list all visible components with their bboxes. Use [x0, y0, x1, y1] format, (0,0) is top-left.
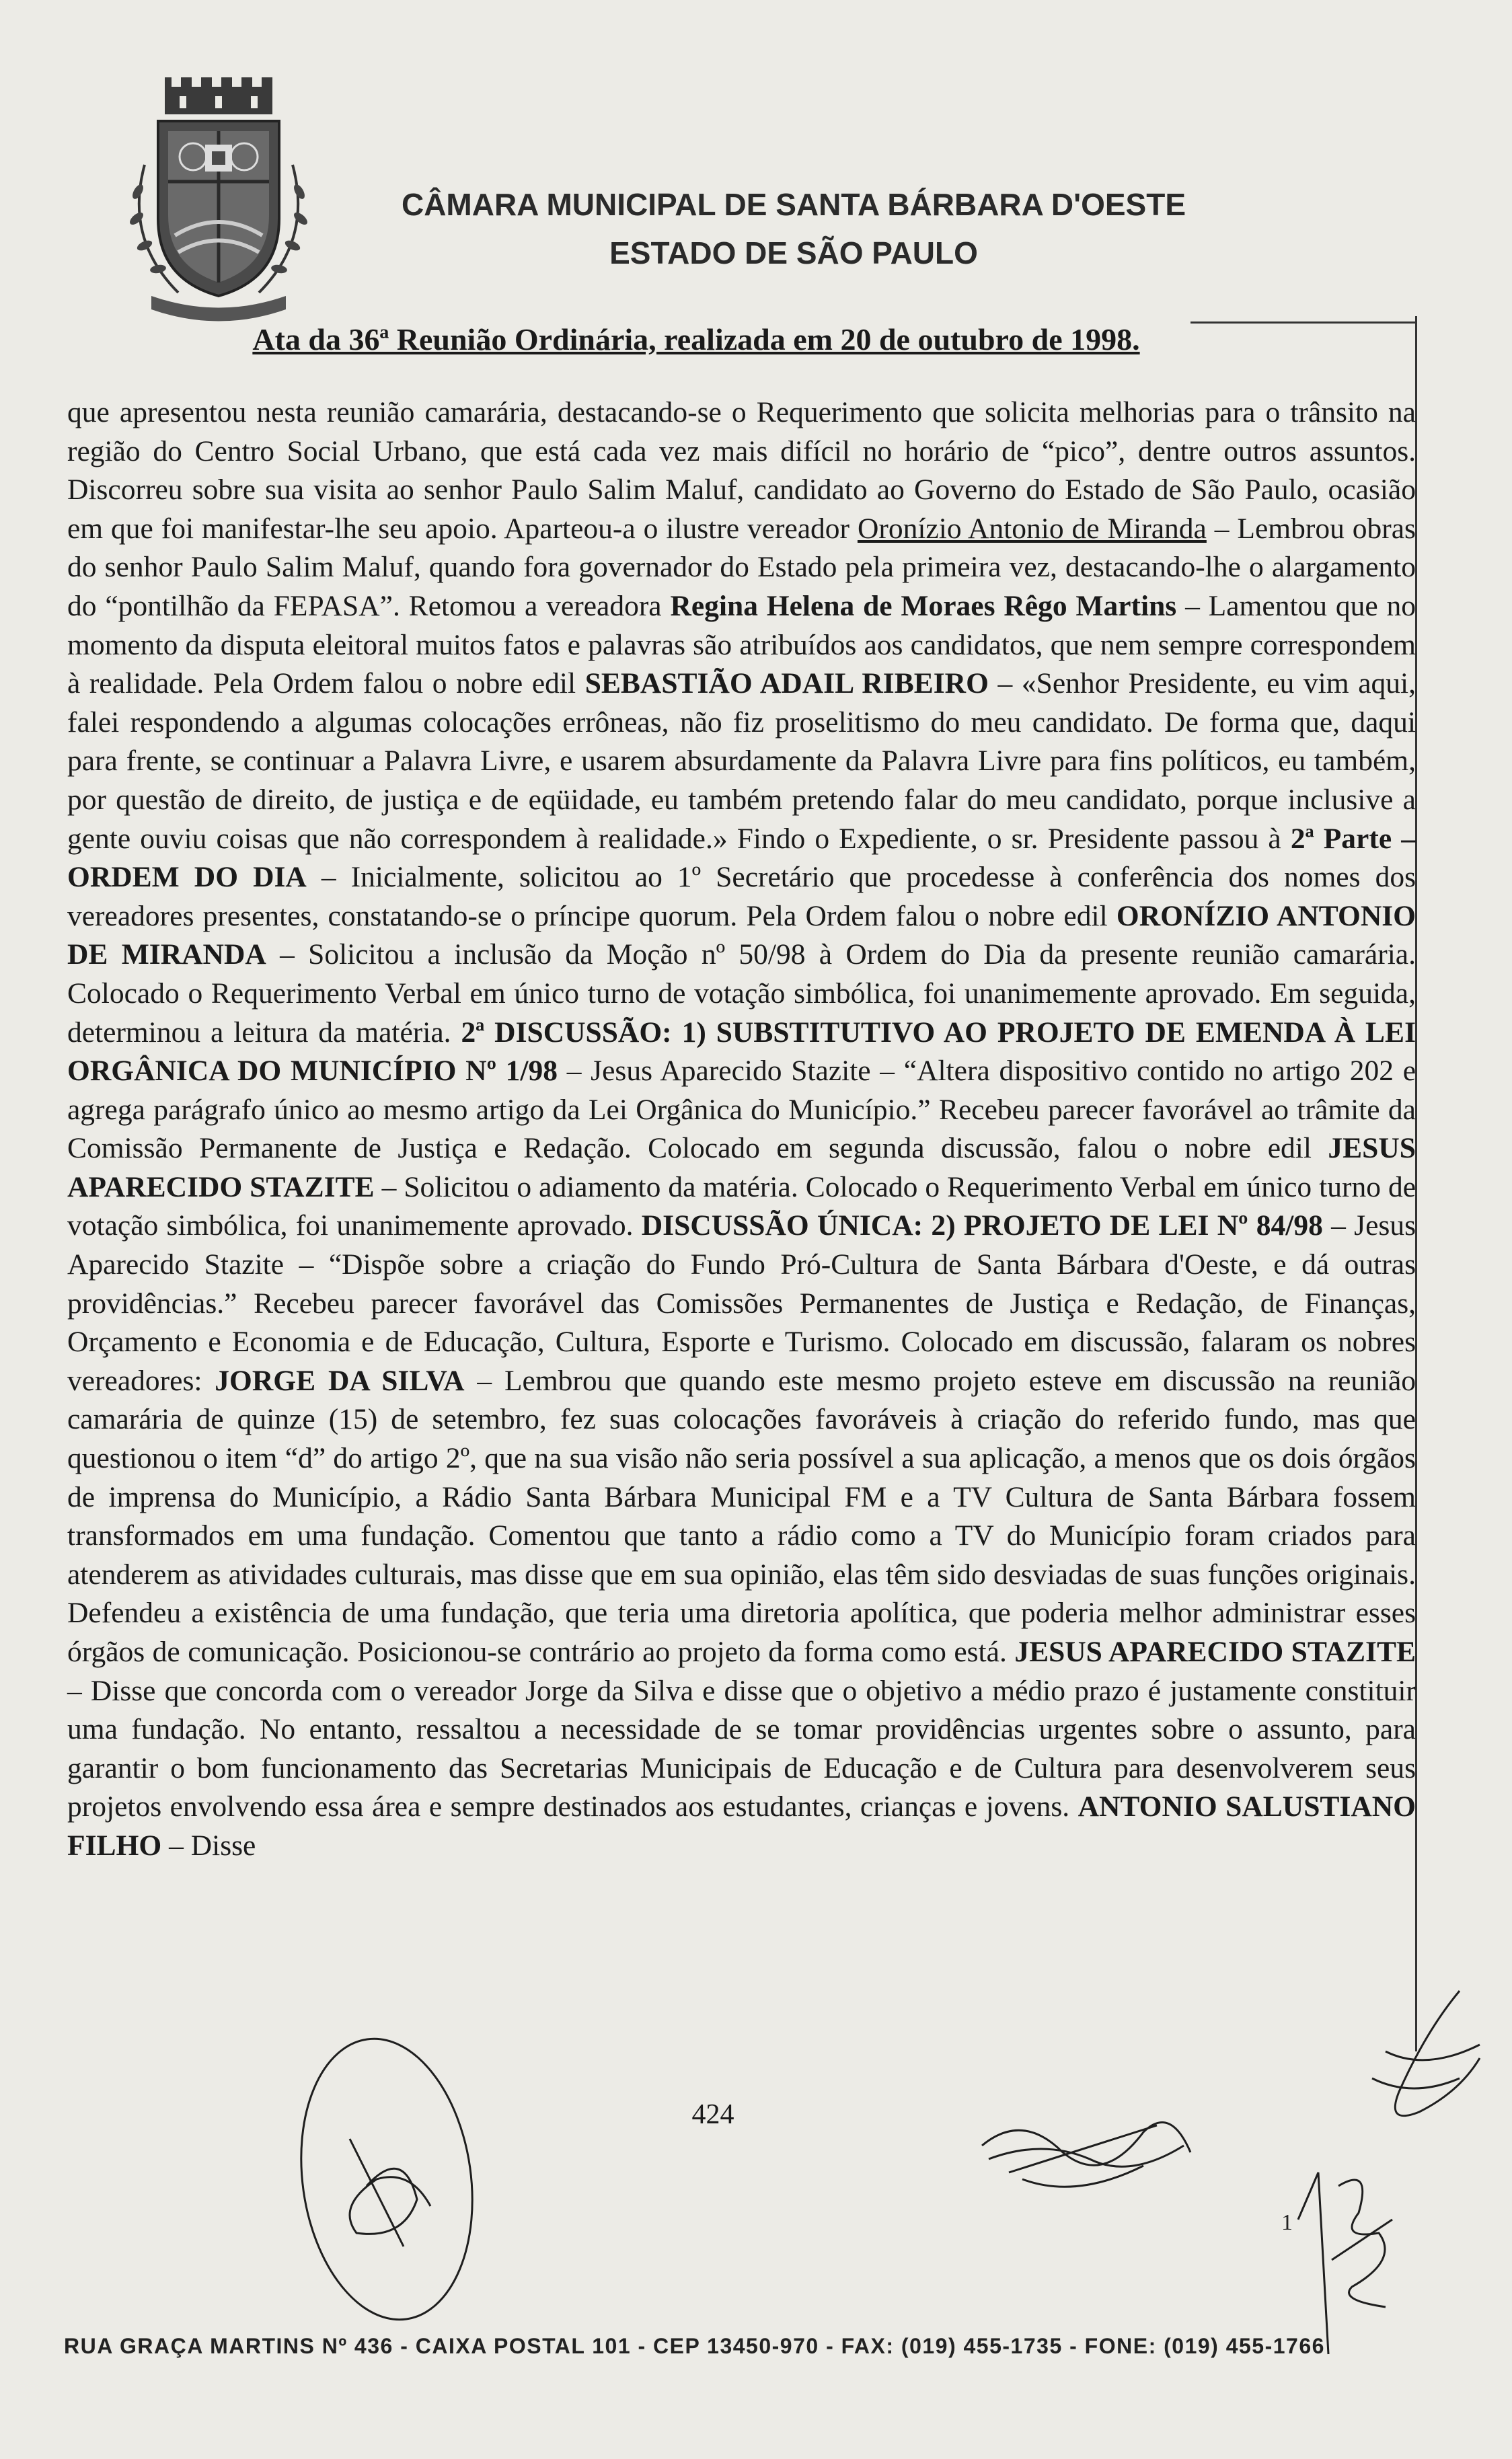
signature-stroke: [1022, 2166, 1143, 2187]
letterhead: [377, 180, 1211, 277]
councilor-name: ANTONIO SALUSTIANO FILHO: [67, 1790, 1416, 1862]
minutes-title: Ata da 36ª Reunião Ordinária, realizada em 20 de outubro de 1998.: [252, 322, 1140, 356]
councilor-name: Oronízio Antonio de Miranda: [857, 512, 1207, 545]
margin-top-rule: [1190, 321, 1416, 324]
signature-stroke: [1372, 2078, 1460, 2088]
footer-address: RUA GRAÇA MARTINS Nº 436 - CAIXA POSTAL 101 - CEP 13450-970 - FAX: (019) 455-1735 - FONE: (019) 455-1766: [64, 2334, 1325, 2358]
coat-of-arms-icon: [118, 64, 319, 326]
councilor-name: ORONÍZIO ANTONIO DE MIRANDA: [67, 899, 1416, 971]
agenda-heading: 2ª Parte – ORDEM DO DIA: [67, 822, 1416, 894]
minutes-body: [67, 393, 1416, 1866]
marginal-mark: 1: [1281, 2210, 1293, 2235]
body-segment: – Lamentou que no momento da disputa eleitoral muitos fatos e palavras são atribuídos aos candidatos, que nem sempre correspondem à realidade. Pela Ordem falou o nobre edil: [67, 589, 1416, 700]
councilor-name: JESUS APARECIDO STAZITE: [67, 1132, 1416, 1203]
councilor-name: SEBASTIÃO ADAIL RIBEIRO: [584, 667, 989, 700]
institution-name: CÂMARA MUNICIPAL DE SANTA BÁRBARA D'OESTE: [401, 187, 1186, 222]
body-segment: – Solicitou o adiamento da matéria. Colocado o Requerimento Verbal em único turno de votação simbólica, foi unanimemente aprovado.: [67, 1170, 1416, 1242]
body-segment: – Disse que concorda com o vereador Jorge da Silva e disse que o objetivo a médio prazo é justamente constituir uma fundação. No entanto, ressaltou a necessidade de se tomar providências urgentes sobre o assunto, para garantir o bom funcionamento das Secretarias Municipais de Educação e de Cultura para desenvolverem seus projetos envolvendo essa área e sempre destinados aos estudantes, crianças e jovens.: [67, 1674, 1416, 1823]
signature-stroke: [1298, 2172, 1328, 2354]
signature-stroke: [1386, 2045, 1480, 2060]
state-name: ESTADO DE SÃO PAULO: [609, 235, 978, 270]
body-segment: – Lembrou obras do senhor Paulo Salim Maluf, quando fora governador do Estado pela primeira vez, destacando-lhe o alargamento do “pontilhão da FEPASA”. Retomou a vereadora: [67, 512, 1416, 622]
agenda-item-heading: DISCUSSÃO ÚNICA: 2) PROJETO DE LEI Nº 84/98: [641, 1209, 1323, 1242]
councilor-name: Regina Helena de Moraes Rêgo Martins: [670, 589, 1177, 622]
body-segment: – Solicitou a inclusão da Moção nº 50/98 à Ordem do Dia da presente reunião camarária. Colocado o Requerimento Verbal em único turno de votação simbólica, foi unanimemente aprovado. Em seguida, determinou a leitura da matéria.: [67, 938, 1416, 1049]
signature-stroke: [1395, 1991, 1480, 2116]
signature-stroke: [982, 2122, 1190, 2165]
body-segment: – Inicialmente, solicitou ao 1º Secretário que procedesse à conferência dos nomes dos vereadores presentes, constatando-se o príncipe quorum. Pela Ordem falou o nobre edil: [67, 861, 1416, 932]
councilor-name: JESUS APARECIDO STAZITE: [1014, 1636, 1416, 1668]
signature-oval: [284, 2028, 490, 2331]
page-number: 424: [691, 2099, 734, 2130]
body-segment: – Lembrou que quando este mesmo projeto esteve em discussão na reunião camarária de quinze (15) de setembro, fez suas colocações favoráveis à criação do referido fundo, mas que questionou o item “d” do artigo 2º, que na sua visão não seria possível a sua aplicação, a menos que os dois órgãos de imprensa do Município, a Rádio Santa Bárbara Municipal FM e a TV Cultura de Santa Bárbara fossem transformados em uma fundação. Comentou que tanto a rádio como a TV do Município foram criados para atenderem as atividades culturais, mas disse que em sua opinião, elas têm sido desviadas de suas funções originais. Defendeu a existência de uma fundação, que teria uma diretoria apolítica, que poderia melhor administrar esses órgãos de comunicação. Posicionou-se contrário ao projeto da forma como está.: [67, 1364, 1416, 1668]
signature-stroke: [1009, 2125, 1157, 2172]
body-segment: – Disse: [161, 1829, 256, 1862]
signature-stroke: [350, 2139, 404, 2246]
body-segment: que apresentou nesta reunião camarária, destacando-se o Requerimento que solicita melhorias para o trânsito na região do Centro Social Urbano, que está cada vez mais difícil no horário de “pico”, dentre outros assuntos. Discorreu sobre sua visita ao senhor Paulo Salim Maluf, candidato ao Governo do Estado de São Paulo, ocasião em que foi manifestar-lhe seu apoio. Aparteou-a o ilustre vereador: [67, 396, 1416, 545]
signature-stroke: [1332, 2220, 1392, 2260]
body-segment: – «Senhor Presidente, eu vim aqui, falei respondendo a algumas colocações errôneas, não fiz proselitismo do meu candidato. De forma que, daqui para frente, se continuar a Palavra Livre, e usarem absurdamente da Palavra Livre para fins políticos, eu também, por questão de direito, de justiça e de eqüidade, eu também pretendo falar do meu candidato, porque inclusive a gente ouviu coisas que não correspondem à realidade.» Findo o Expediente, o sr. Presidente passou à: [67, 667, 1416, 855]
councilor-name: JORGE DA SILVA: [215, 1364, 465, 1397]
signature-stroke: [350, 2168, 430, 2234]
signature-stroke: [1338, 2180, 1386, 2307]
body-segment: – Jesus Aparecido Stazite – “Dispõe sobre a criação do Fundo Pró-Cultura de Santa Bárbara d'Oeste, e dá outras providências.” Recebeu parecer favorável das Comissões Permanentes de Justiça e Redação, de Finanças, Orçamento e Economia e de Educação, Cultura, Esporte e Turismo. Colocado em discussão, falaram os nobres vereadores:: [67, 1209, 1416, 1397]
agenda-item-heading: 2ª DISCUSSÃO: 1) SUBSTITUTIVO AO PROJETO DE EMENDA À LEI ORGÂNICA DO MUNICÍPIO Nº 1/98: [67, 1016, 1416, 1088]
signature-stroke: [989, 2146, 1184, 2166]
body-segment: – Jesus Aparecido Stazite – “Altera dispositivo contido no artigo 202 e agrega parágrafo único ao mesmo artigo da Lei Orgânica do Município.” Recebeu parecer favorável ao trâmite da Comissão Permanente de Justiça e Redação. Colocado em segunda discussão, falou o nobre edil: [67, 1055, 1416, 1165]
